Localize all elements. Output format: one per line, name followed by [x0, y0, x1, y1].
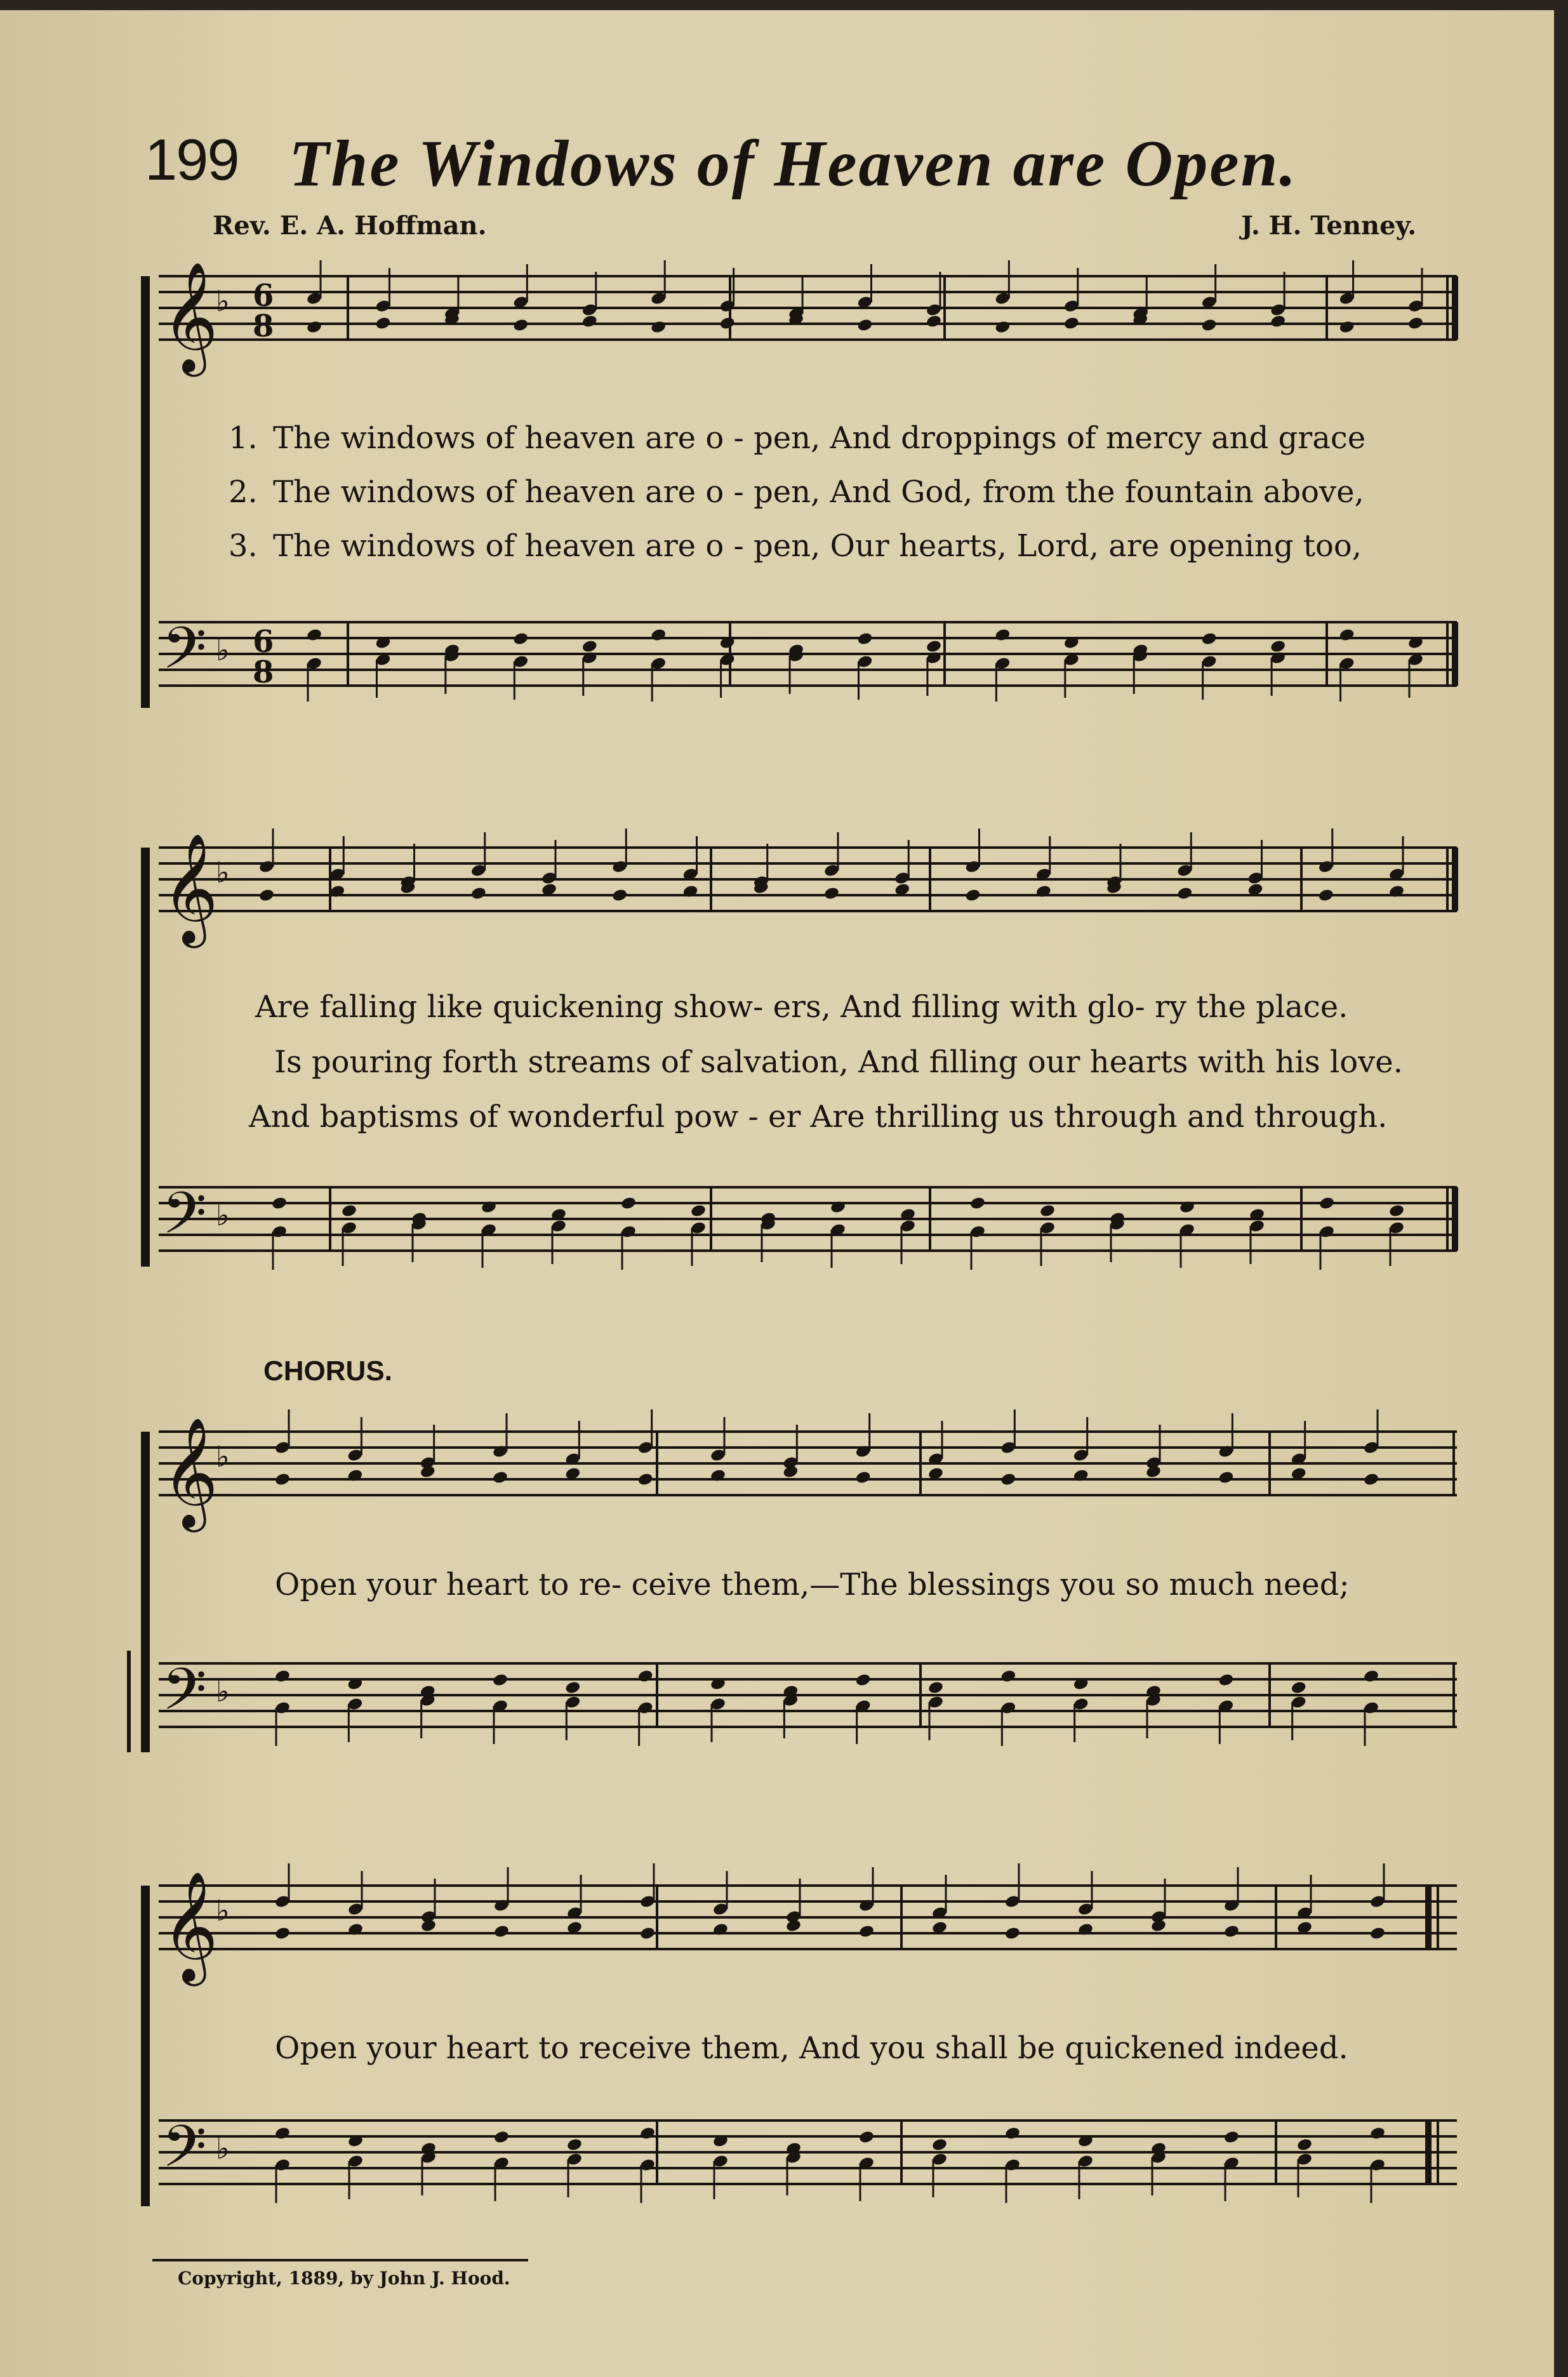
notes-row — [258, 829, 1405, 902]
flat-sign-icon: ♭ — [216, 1439, 230, 1474]
flat-sign-icon: ♭ — [216, 1893, 230, 1928]
note-head — [492, 1470, 508, 1485]
time-signature-top: 6 — [253, 278, 274, 314]
note-head — [420, 1465, 436, 1479]
verse-2-line-2: Is pouring forth streams of salvation, And filling our hearts with his love. — [274, 1044, 1403, 1080]
flat-sign-icon: ♭ — [216, 2131, 230, 2166]
note-head — [1296, 2138, 1313, 2152]
bass-clef-icon: 𝄢 — [162, 1656, 207, 1737]
note-head — [274, 1926, 291, 1941]
note-head — [1000, 1472, 1016, 1487]
note-head — [650, 320, 667, 335]
note-head — [1150, 1919, 1167, 1933]
note-head — [1201, 632, 1218, 646]
note-head — [1039, 1204, 1056, 1218]
bass-clef-icon: 𝄢 — [162, 2113, 207, 2194]
system-brace — [141, 276, 150, 708]
chorus-label: CHORUS. — [263, 1355, 392, 1387]
flat-sign-icon: ♭ — [216, 633, 230, 667]
bass-staff — [159, 1187, 1457, 1251]
note-head — [620, 1196, 637, 1211]
verse-3-line-1: 3. The windows of heaven are o - pen, Our hearts, Lord, are opening too, — [229, 528, 1362, 564]
copyright-rule — [152, 2259, 528, 2261]
note-head — [1063, 316, 1080, 331]
note-head — [1270, 314, 1286, 329]
note-head — [858, 2130, 875, 2145]
note-head — [964, 888, 981, 903]
note-head — [931, 2138, 948, 2152]
bass-clef-icon: 𝄢 — [162, 615, 207, 696]
copyright-notice: Copyright, 1889, by John J. Hood. — [178, 2268, 510, 2289]
chorus-line-1: Open your heart to re- ceive them,—The blessings you so much need; — [275, 1567, 1350, 1602]
note-head — [1004, 1926, 1021, 1941]
note-head — [969, 1196, 986, 1211]
hymn-number: 199 — [145, 128, 239, 192]
note-head — [258, 888, 275, 903]
note-head — [492, 1673, 508, 1688]
note-head — [927, 1681, 944, 1695]
note-head — [1145, 1465, 1162, 1479]
note-head — [274, 1669, 291, 1684]
music-system-3 — [0, 1409, 1568, 1816]
system-brace — [141, 848, 150, 1267]
bass-staff — [159, 1663, 1457, 1727]
notes-row — [271, 1196, 1405, 1270]
note-head — [856, 318, 873, 333]
note-head — [639, 2126, 656, 2141]
hymn-title: The Windows of Heaven are Open. — [289, 127, 1298, 200]
note-head — [493, 2130, 510, 2145]
composer-credit: J. H. Tenney. — [1241, 211, 1417, 241]
note-head — [493, 1924, 510, 1939]
note-head — [637, 1472, 654, 1487]
note-head — [1223, 2130, 1240, 2145]
system-brace — [141, 1886, 150, 2206]
treble-staff — [159, 1886, 1457, 1949]
note-head — [1407, 316, 1424, 331]
note-head — [271, 1196, 288, 1211]
note-head — [274, 1472, 291, 1487]
note-head — [994, 628, 1011, 643]
note-head — [306, 320, 322, 335]
note-head — [1338, 628, 1355, 643]
note-head — [637, 1669, 654, 1684]
treble-clef-icon: 𝄞 — [162, 262, 218, 372]
note-head — [564, 1681, 581, 1695]
note-head — [855, 1673, 872, 1688]
flat-sign-icon: ♭ — [216, 1198, 230, 1232]
note-head — [782, 1465, 799, 1479]
note-head — [650, 628, 667, 643]
note-head — [1318, 888, 1334, 903]
note-head — [1291, 1681, 1307, 1695]
note-head — [856, 632, 873, 646]
note-head — [1201, 318, 1218, 333]
author-credit: Rev. E. A. Hoffman. — [213, 211, 487, 241]
note-head — [994, 320, 1011, 335]
note-head — [581, 639, 598, 654]
note-head — [639, 1926, 656, 1941]
treble-staff — [159, 276, 1457, 340]
verse-3-line-2: And baptisms of wonderful pow - er Are thrilling us through and through. — [249, 1099, 1388, 1135]
note-head — [1363, 1472, 1379, 1487]
verse-2-line-1: 2. The windows of heaven are o - pen, And God, from the fountain above, — [229, 474, 1364, 510]
bass-staff — [159, 2121, 1457, 2184]
note-head — [581, 314, 598, 329]
note-head — [858, 1924, 875, 1939]
flat-sign-icon: ♭ — [216, 855, 230, 889]
treble-staff — [159, 1432, 1457, 1495]
note-head — [1369, 2126, 1386, 2141]
note-head — [1176, 886, 1193, 901]
note-head — [566, 2138, 583, 2152]
treble-clef-icon: 𝄞 — [162, 833, 218, 943]
note-head — [1270, 639, 1286, 654]
note-head — [1338, 320, 1355, 335]
note-head — [1388, 1204, 1405, 1218]
treble-clef-icon: 𝄞 — [162, 1871, 218, 1981]
bass-clef-icon: 𝄢 — [162, 1180, 207, 1261]
note-head — [274, 2126, 291, 2141]
note-head — [1369, 1926, 1386, 1941]
flat-sign-icon: ♭ — [216, 284, 230, 318]
note-head — [1218, 1470, 1234, 1485]
note-head — [926, 639, 942, 654]
system-brace — [141, 1432, 150, 1752]
note-head — [926, 314, 942, 329]
bass-staff — [159, 622, 1457, 686]
verse-1-line-2: Are falling like quickening show- ers, And filling with glo- ry the place. — [255, 989, 1348, 1025]
note-head — [823, 886, 840, 901]
time-signature-bottom: 8 — [253, 655, 274, 690]
note-head — [470, 886, 487, 901]
note-head — [1000, 1669, 1016, 1684]
note-head — [690, 1204, 707, 1218]
time-signature-top: 6 — [253, 624, 274, 660]
note-head — [785, 1919, 802, 1933]
note-head — [1004, 2126, 1021, 2141]
verse-1-line-1: 1. The windows of heaven are o - pen, And droppings of mercy and grace — [229, 420, 1366, 456]
note-head — [1319, 1196, 1335, 1211]
note-head — [611, 888, 628, 903]
chorus-line-2: Open your heart to receive them, And you shall be quickened indeed. — [275, 2030, 1348, 2066]
time-signature-bottom: 8 — [253, 309, 274, 344]
flat-sign-icon: ♭ — [216, 1674, 230, 1708]
top-edge — [0, 0, 1568, 10]
note-head — [341, 1204, 357, 1218]
note-head — [375, 316, 391, 331]
note-head — [719, 316, 736, 331]
note-head — [1363, 1669, 1379, 1684]
note-head — [1223, 1924, 1240, 1939]
note-head — [512, 632, 529, 646]
note-head — [1218, 1673, 1234, 1688]
note-head — [420, 1919, 437, 1933]
treble-clef-icon: 𝄞 — [162, 1417, 218, 1528]
brace-mark — [127, 1651, 131, 1752]
note-head — [306, 628, 322, 643]
note-head — [512, 318, 529, 333]
note-head — [855, 1470, 872, 1485]
